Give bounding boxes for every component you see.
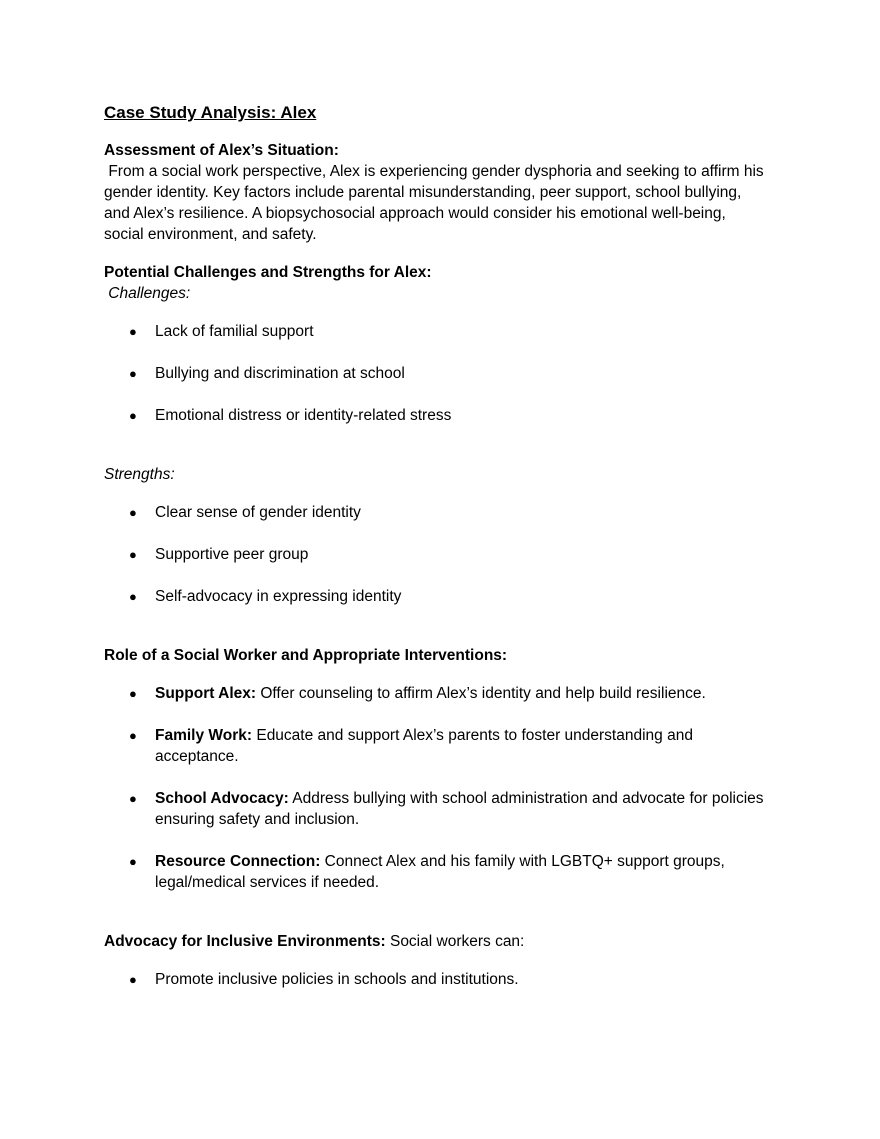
assessment-body: From a social work perspective, Alex is experiencing gender dysphoria and seeking to affirm his gender identity. Key factors include parental misunderstanding, peer support, school bullying, and Alex’s resilience. A biopsychosocial approach would consider his emotional well-being, social environment, and safety.: [104, 163, 768, 243]
challenges-list: [104, 321, 764, 426]
role-list: [104, 683, 764, 893]
bullet-icon: ●: [129, 589, 137, 604]
bullet-icon: ●: [129, 324, 137, 339]
list-item: ● Supportive peer group: [129, 546, 309, 563]
strengths-label: Strengths:: [104, 466, 175, 483]
advocacy-list: [104, 969, 764, 990]
bullet-icon: ●: [129, 791, 137, 806]
list-item: ● Family Work: Educate and support Alex’s parents to foster understanding and acceptance.: [129, 727, 693, 765]
list-item: ● Lack of familial support: [129, 323, 314, 340]
list-item: ● Self-advocacy in expressing identity: [129, 588, 402, 605]
list-item: ● Support Alex: Offer counseling to affirm Alex’s identity and help build resilience.: [129, 685, 706, 702]
bullet-icon: ●: [129, 972, 137, 987]
bullet-icon: ●: [129, 547, 137, 562]
list-item: ● Bullying and discrimination at school: [129, 365, 405, 382]
advocacy-paragraph: [104, 931, 764, 952]
bullet-icon: ●: [129, 854, 137, 869]
bullet-icon: ●: [129, 366, 137, 381]
list-item: ● Promote inclusive policies in schools and institutions.: [129, 971, 519, 988]
challenges-label: Challenges:: [104, 285, 191, 302]
bullet-icon: ●: [129, 686, 137, 701]
advocacy-intro: Social workers can:: [385, 933, 525, 950]
list-item: ● Resource Connection: Connect Alex and his family with LGBTQ+ support groups, legal/medical services if needed.: [129, 853, 725, 891]
document-page: [104, 101, 768, 990]
bullet-icon: ●: [129, 505, 137, 520]
advocacy-heading: Advocacy for Inclusive Environments:: [104, 933, 386, 950]
role-heading: Role of a Social Worker and Appropriate Interventions:: [104, 647, 508, 664]
bullet-icon: ●: [129, 728, 137, 743]
list-item: ● Clear sense of gender identity: [129, 504, 361, 521]
list-item: ● Emotional distress or identity-related stress: [129, 407, 452, 424]
document-title: Case Study Analysis: Alex: [104, 103, 317, 122]
challenges-strengths-heading: Potential Challenges and Strengths for Alex:: [104, 264, 432, 281]
bullet-icon: ●: [129, 408, 137, 423]
assessment-heading: Assessment of Alex’s Situation:: [104, 142, 339, 159]
list-item: ● School Advocacy: Address bullying with school administration and advocate for policies ensuring safety and inclusion.: [129, 790, 764, 828]
strengths-list: [104, 502, 764, 607]
